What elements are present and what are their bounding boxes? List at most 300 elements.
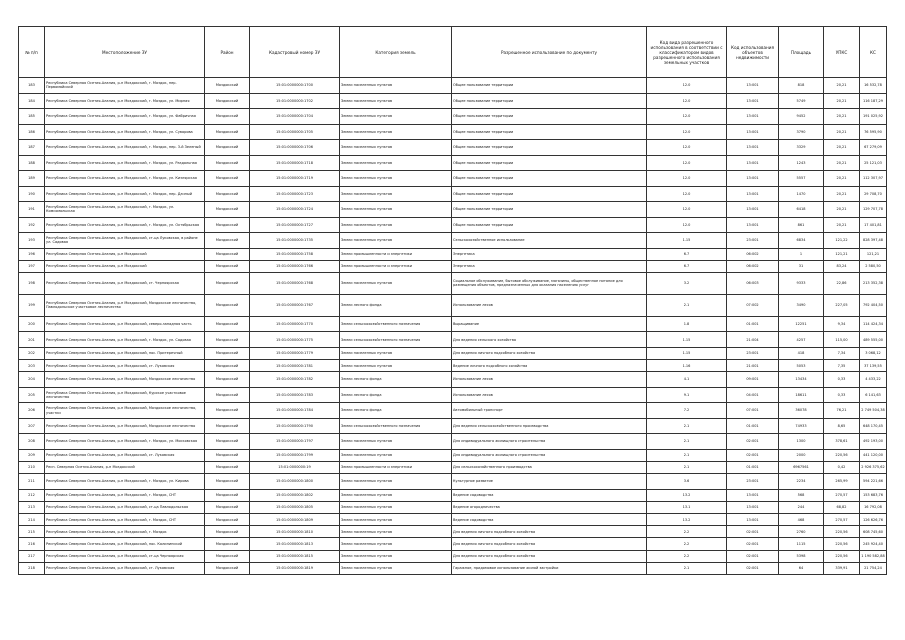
cell-col-permitted-use: Для ведения личного подсобного хозяйства xyxy=(452,526,647,538)
cell-col-cadastral-number: 15:01:0000000:1718 xyxy=(250,155,340,171)
cell-col-location: Респ. Северная Осетия-Алания, р-н Моздокский xyxy=(45,461,205,473)
cell-col-use-code: 12.0 xyxy=(647,171,727,187)
cell-col-object-code: 02:001 xyxy=(727,538,779,550)
cell-col-location: Республика Северная Осетия-Алания, р-н Моздокский, г. Моздок, пер. 3-й Зеленый xyxy=(45,140,205,156)
cell-col-permitted-use: Энергетика xyxy=(452,248,647,260)
cell-col-upks: 20,21 xyxy=(824,93,860,109)
cell-col-object-code: 04:001 xyxy=(727,387,779,403)
cell-col-ks: 112 307,97 xyxy=(860,171,887,187)
cell-col-permitted-use: Культурное развитие xyxy=(452,474,647,490)
cell-col-number: 190 xyxy=(19,186,45,202)
cell-col-area: 818 xyxy=(779,78,824,94)
cell-col-use-code: 1.15 xyxy=(647,233,727,249)
cell-col-land-category: Земли населенных пунктов xyxy=(340,434,452,450)
cell-col-district: Моздокский xyxy=(205,514,250,526)
cell-col-ks: 489 555,00 xyxy=(860,332,887,348)
cell-col-use-code: 12.0 xyxy=(647,109,727,125)
cell-col-number: 191 xyxy=(19,202,45,218)
cell-col-cadastral-number: 15:01:0000000:1723 xyxy=(250,186,340,202)
cell-col-land-category: Земли промышленности и энергетики xyxy=(340,260,452,272)
cell-col-area: 468 xyxy=(779,514,824,526)
table-row xyxy=(19,260,887,272)
table-row xyxy=(19,449,887,461)
cell-col-district: Моздокский xyxy=(205,489,250,501)
cell-col-land-category: Земли населенных пунктов xyxy=(340,562,452,574)
table-row xyxy=(19,233,887,249)
cell-col-land-category: Земли промышленности и энергетики xyxy=(340,461,452,473)
cell-col-location: Республика Северная Осетия-Алания, р-н Моздокский, ст. Луковская xyxy=(45,449,205,461)
cell-col-ks: 1 190 582,88 xyxy=(860,550,887,562)
cell-col-location: Республика Северная Осетия-Алания, р-н Моздокский, ст-ца Павлодольская xyxy=(45,501,205,513)
cell-col-ks: 67 279,09 xyxy=(860,140,887,156)
header-col-cadastral-number: Кадастровый номер ЗУ xyxy=(250,27,340,78)
cell-col-land-category: Земли лесного фонда xyxy=(340,403,452,419)
cell-col-use-code: 12.0 xyxy=(647,78,727,94)
cell-col-location: Республика Северная Осетия-Алания, р-н Моздокский xyxy=(45,260,205,272)
cell-col-object-code: 02:001 xyxy=(727,449,779,461)
cell-col-upks: 378,61 xyxy=(824,434,860,450)
table-row xyxy=(19,155,887,171)
cell-col-permitted-use: Для ведения сельскохозяйственного производства xyxy=(452,418,647,434)
cell-col-number: 210 xyxy=(19,461,45,473)
cell-col-area: 568 xyxy=(779,489,824,501)
table-row xyxy=(19,387,887,403)
cell-col-upks: 339,91 xyxy=(824,562,860,574)
cell-col-number: 213 xyxy=(19,501,45,513)
cell-col-object-code: 13:001 xyxy=(727,202,779,218)
cell-col-district: Моздокский xyxy=(205,474,250,490)
cell-col-object-code: 13:001 xyxy=(727,186,779,202)
cell-col-permitted-use: Общее пользование территории xyxy=(452,217,647,233)
cell-col-permitted-use: Для индивидуального жилищного строительства xyxy=(452,449,647,461)
cell-col-permitted-use: Выращивание xyxy=(452,316,647,332)
cell-col-location: Республика Северная Осетия-Алания, р-н Моздокский, г. Моздок, ул. Кирова xyxy=(45,474,205,490)
cell-col-area: 6967561 xyxy=(779,461,824,473)
cell-col-upks: 76,21 xyxy=(824,403,860,419)
cell-col-ks: 16 792,08 xyxy=(860,501,887,513)
cell-col-location: Республика Северная Осетия-Алания, р-н Моздокский, г. Моздок, ул. Садовая xyxy=(45,332,205,348)
cell-col-cadastral-number: 15:01:0000000:1813 xyxy=(250,538,340,550)
cell-col-area: 18611 xyxy=(779,387,824,403)
cell-col-location: Республика Северная Осетия-Алания, р-н Моздокский, г. Моздок, ул. Мирная xyxy=(45,93,205,109)
cell-col-district: Моздокский xyxy=(205,109,250,125)
cell-col-object-code: 06:003 xyxy=(727,272,779,294)
cell-col-area: 64 xyxy=(779,562,824,574)
cell-col-use-code: 2.1 xyxy=(647,461,727,473)
cell-col-area: 2760 xyxy=(779,526,824,538)
cell-col-permitted-use: Использование лесов xyxy=(452,387,647,403)
cell-col-permitted-use: Ведение садоводства xyxy=(452,489,647,501)
cell-col-land-category: Земли сельскохозяйственного назначения xyxy=(340,316,452,332)
cell-col-number: 184 xyxy=(19,93,45,109)
cell-col-number: 211 xyxy=(19,474,45,490)
cell-col-use-code: 12.0 xyxy=(647,124,727,140)
cell-col-ks: 594 221,66 xyxy=(860,474,887,490)
cell-col-cadastral-number: 15:01:0000000:1768 xyxy=(250,272,340,294)
cell-col-district: Моздокский xyxy=(205,202,250,218)
cell-col-ks: 828 397,48 xyxy=(860,233,887,249)
cell-col-permitted-use: Автомобильный транспорт xyxy=(452,403,647,419)
cell-col-location: Республика Северная Осетия-Алания, р-н Моздокский, Моздокское лесничество xyxy=(45,418,205,434)
cell-col-object-code: 09:001 xyxy=(727,372,779,388)
header-col-land-category: Категория земель xyxy=(340,27,452,78)
cell-col-upks: 7,35 xyxy=(824,360,860,372)
cell-col-district: Моздокский xyxy=(205,217,250,233)
cell-col-ks: 191 025,92 xyxy=(860,109,887,125)
cell-col-permitted-use: Общее пользование территории xyxy=(452,124,647,140)
cell-col-ks: 126 626,76 xyxy=(860,514,887,526)
cell-col-ks: 648 170,45 xyxy=(860,418,887,434)
cell-col-use-code: 2.1 xyxy=(647,418,727,434)
table-row xyxy=(19,272,887,294)
cell-col-district: Моздокский xyxy=(205,449,250,461)
cell-col-upks: 227,05 xyxy=(824,294,860,316)
cell-col-number: 199 xyxy=(19,294,45,316)
cell-col-location: Республика Северная Осетия-Алания, р-н Моздокский, ст. Черноярская xyxy=(45,272,205,294)
cell-col-object-code: 13:001 xyxy=(727,124,779,140)
cell-col-use-code: 13.2 xyxy=(647,489,727,501)
cell-col-number: 216 xyxy=(19,538,45,550)
cell-col-ks: 213 352,38 xyxy=(860,272,887,294)
cell-col-number: 201 xyxy=(19,332,45,348)
cell-col-ks: 153 683,76 xyxy=(860,489,887,501)
cell-col-district: Моздокский xyxy=(205,272,250,294)
cell-col-upks: 20,21 xyxy=(824,202,860,218)
cell-col-use-code: 12.0 xyxy=(647,93,727,109)
cell-col-object-code: 01:001 xyxy=(727,316,779,332)
cell-col-location: Республика Северная Осетия-Алания, р-н Моздокский, пос. Калининский xyxy=(45,538,205,550)
cell-col-object-code: 06:002 xyxy=(727,260,779,272)
cell-col-use-code: 1.8 xyxy=(647,316,727,332)
cell-col-number: 183 xyxy=(19,78,45,94)
cell-col-number: 206 xyxy=(19,403,45,419)
cell-col-cadastral-number: 15:01:0000000:1783 xyxy=(250,387,340,403)
cell-col-number: 189 xyxy=(19,171,45,187)
table-row xyxy=(19,140,887,156)
cell-col-object-code: 02:001 xyxy=(727,526,779,538)
cell-col-location: Республика Северная Осетия-Алания, р-н Моздокский xyxy=(45,248,205,260)
table-row xyxy=(19,93,887,109)
cell-col-number: 203 xyxy=(19,360,45,372)
cell-col-upks: 270,57 xyxy=(824,489,860,501)
cell-col-number: 214 xyxy=(19,514,45,526)
cell-col-district: Моздокский xyxy=(205,403,250,419)
cell-col-cadastral-number: 15:01:0000000:1805 xyxy=(250,501,340,513)
cell-col-district: Моздокский xyxy=(205,550,250,562)
cell-col-object-code: 21:001 xyxy=(727,360,779,372)
cell-col-location: Республика Северная Осетия-Алания, р-н Моздокский, г. Моздок, ул. Кизлярская xyxy=(45,171,205,187)
cell-col-land-category: Земли населенных пунктов xyxy=(340,538,452,550)
cell-col-permitted-use: Общее пользование территории xyxy=(452,140,647,156)
cell-col-land-category: Земли населенных пунктов xyxy=(340,171,452,187)
table-row xyxy=(19,316,887,332)
cell-col-use-code: 13.1 xyxy=(647,501,727,513)
cell-col-upks: 121,22 xyxy=(824,233,860,249)
cell-col-upks: 9,34 xyxy=(824,316,860,332)
cell-col-cadastral-number: 15:01:0000000:1735 xyxy=(250,233,340,249)
cell-col-area: 1470 xyxy=(779,186,824,202)
cell-col-upks: 20,21 xyxy=(824,171,860,187)
cell-col-cadastral-number: 15:01:0000000:1705 xyxy=(250,124,340,140)
cell-col-object-code: 23:001 xyxy=(727,474,779,490)
table-row xyxy=(19,526,887,538)
cell-col-land-category: Земли населенных пунктов xyxy=(340,347,452,359)
cell-col-use-code: 2.2 xyxy=(647,538,727,550)
cell-col-location: Республика Северная Осетия-Алания, р-н Моздокский, г. Моздок, пер. Дачный xyxy=(45,186,205,202)
cell-col-land-category: Земли населенных пунктов xyxy=(340,155,452,171)
cell-col-cadastral-number: 15:01:0000000:1702 xyxy=(250,93,340,109)
cell-col-district: Моздокский xyxy=(205,155,250,171)
cell-col-cadastral-number: 15:01:0000000:1797 xyxy=(250,434,340,450)
table-row xyxy=(19,501,887,513)
cell-col-ks: 25 121,03 xyxy=(860,155,887,171)
cell-col-object-code: 02:001 xyxy=(727,562,779,574)
cell-col-location: Республика Северная Осетия-Алания, р-н Моздокский, г. Моздок, ул. Фабричная xyxy=(45,109,205,125)
cell-col-area: 9452 xyxy=(779,109,824,125)
cell-col-number: 196 xyxy=(19,248,45,260)
cell-col-upks: 220,56 xyxy=(824,526,860,538)
cell-col-area: 2234 xyxy=(779,474,824,490)
cell-col-number: 204 xyxy=(19,372,45,388)
cell-col-land-category: Земли населенных пунктов xyxy=(340,489,452,501)
cell-col-area: 3329 xyxy=(779,140,824,156)
cell-col-use-code: 13.2 xyxy=(647,514,727,526)
header-col-district: Район xyxy=(205,27,250,78)
cell-col-upks: 20,21 xyxy=(824,78,860,94)
cell-col-cadastral-number: 15:01:0000000:1706 xyxy=(250,140,340,156)
cell-col-location: Республика Северная Осетия-Алания, р-н Моздокский, г. Моздок, ул. Московская xyxy=(45,434,205,450)
cell-col-land-category: Земли населенных пунктов xyxy=(340,109,452,125)
cell-col-object-code: 13:001 xyxy=(727,217,779,233)
cell-col-land-category: Земли населенных пунктов xyxy=(340,272,452,294)
cell-col-number: 193 xyxy=(19,233,45,249)
cell-col-land-category: Земли населенных пунктов xyxy=(340,449,452,461)
cell-col-object-code: 13:001 xyxy=(727,514,779,526)
cell-col-location: Республика Северная Осетия-Алания, р-н Моздокский, ст. Луковская xyxy=(45,562,205,574)
cell-col-permitted-use: Для ведения личного подсобного хозяйства xyxy=(452,538,647,550)
cell-col-area: 418 xyxy=(779,347,824,359)
cell-col-cadastral-number: 15:01:0000000:1802 xyxy=(250,489,340,501)
cell-col-use-code: 12.0 xyxy=(647,140,727,156)
cell-col-number: 218 xyxy=(19,562,45,574)
cell-col-cadastral-number: 15:01:0000000:1766 xyxy=(250,260,340,272)
cell-col-upks: 270,57 xyxy=(824,514,860,526)
cell-col-location: Республика Северная Осетия-Алания, р-н Моздокский, г. Моздок, СНТ xyxy=(45,489,205,501)
cell-col-upks: 0,42 xyxy=(824,461,860,473)
table-row xyxy=(19,202,887,218)
cell-col-permitted-use: Сельскохозяйственное использование xyxy=(452,233,647,249)
cell-col-use-code: 12.0 xyxy=(647,202,727,218)
cell-col-location: Республика Северная Осетия-Алания, р-н Моздокский, северо-западная часть xyxy=(45,316,205,332)
cell-col-location: Республика Северная Осетия-Алания, р-н Моздокский, ст-ца Луковская, в районе ул. Садовая xyxy=(45,233,205,249)
cell-col-ks: 114 424,34 xyxy=(860,316,887,332)
cell-col-ks: 29 708,70 xyxy=(860,186,887,202)
cell-col-use-code: 1.15 xyxy=(647,347,727,359)
cell-col-number: 208 xyxy=(19,434,45,450)
table-row xyxy=(19,78,887,94)
cell-col-cadastral-number: 15:01:0000000:1815 xyxy=(250,550,340,562)
cell-col-upks: 20,21 xyxy=(824,140,860,156)
header-col-area: Площадь xyxy=(779,27,824,78)
cell-col-district: Моздокский xyxy=(205,248,250,260)
cell-col-location: Республика Северная Осетия-Алания, р-н Моздокский, Моздокское лесничество, Павлодольское участковое лесничество xyxy=(45,294,205,316)
table-row xyxy=(19,332,887,348)
cell-col-object-code: 06:002 xyxy=(727,248,779,260)
cell-col-land-category: Земли населенных пунктов xyxy=(340,140,452,156)
header-col-ks: КС xyxy=(860,27,887,78)
cell-col-ks: 2 580,50 xyxy=(860,260,887,272)
cell-col-use-code: 12.0 xyxy=(647,217,727,233)
cell-col-location: Республика Северная Осетия-Алания, р-н Моздокский, Моздокское лесничество, участки xyxy=(45,403,205,419)
cell-col-area: 3790 xyxy=(779,124,824,140)
cell-col-location: Республика Северная Осетия-Алания, р-н Моздокский, ст-ца Черноярская xyxy=(45,550,205,562)
table-row xyxy=(19,248,887,260)
cell-col-cadastral-number: 15:01:0000000:1784 xyxy=(250,403,340,419)
cell-col-cadastral-number: 15:01:0000000:1758 xyxy=(250,248,340,260)
cell-col-upks: 121,21 xyxy=(824,248,860,260)
cell-col-use-code: 2.1 xyxy=(647,294,727,316)
cell-col-area: 2000 xyxy=(779,449,824,461)
table-row xyxy=(19,403,887,419)
cell-col-district: Моздокский xyxy=(205,124,250,140)
cell-col-number: 186 xyxy=(19,124,45,140)
cell-col-permitted-use: Ведение садоводства xyxy=(452,514,647,526)
cell-col-upks: 0,33 xyxy=(824,387,860,403)
cell-col-land-category: Земли населенных пунктов xyxy=(340,124,452,140)
cell-col-area: 861 xyxy=(779,217,824,233)
cell-col-upks: 22,86 xyxy=(824,272,860,294)
cell-col-object-code: 23:001 xyxy=(727,347,779,359)
cell-col-district: Моздокский xyxy=(205,372,250,388)
cell-col-ks: 116 187,29 xyxy=(860,93,887,109)
cell-col-land-category: Земли населенных пунктов xyxy=(340,202,452,218)
cell-col-permitted-use: Для сельскохозяйственного производства xyxy=(452,461,647,473)
cell-col-permitted-use: Ведение огородничества xyxy=(452,501,647,513)
header-col-use-code: Код вида разрешенного использования в соответствии с классификатором видов разрешенного использования земельных участков xyxy=(647,27,727,78)
cell-col-permitted-use: Общее пользование территории xyxy=(452,186,647,202)
cell-col-area: 1115 xyxy=(779,538,824,550)
cell-col-land-category: Земли населенных пунктов xyxy=(340,78,452,94)
cell-col-land-category: Земли населенных пунктов xyxy=(340,233,452,249)
cell-col-ks: 2 926 375,62 xyxy=(860,461,887,473)
cell-col-cadastral-number: 15:01:0000000:1782 xyxy=(250,372,340,388)
cell-col-permitted-use: Для индивидуального жилищного строительства xyxy=(452,434,647,450)
cell-col-object-code: 01:001 xyxy=(727,418,779,434)
cell-col-use-code: 2.1 xyxy=(647,449,727,461)
cell-col-permitted-use: Социальное обслуживание, бытовое обслуживание, магазины, общественное питание для размещения объектов, предназначенных для оказания населению услуг xyxy=(452,272,647,294)
cell-col-upks: 68,82 xyxy=(824,501,860,513)
cell-col-area: 6834 xyxy=(779,233,824,249)
cell-col-area: 5398 xyxy=(779,550,824,562)
cell-col-area: 13434 xyxy=(779,372,824,388)
cell-col-use-code: 2.2 xyxy=(647,526,727,538)
cell-col-cadastral-number: 15:01:0000000:19 xyxy=(250,461,340,473)
cell-col-location: Республика Северная Осетия-Алания, р-н Моздокский, г. Моздок, ул. Комсомольская xyxy=(45,202,205,218)
cell-col-object-code: 07:001 xyxy=(727,403,779,419)
cell-col-upks: 265,99 xyxy=(824,474,860,490)
document-page xyxy=(18,26,886,575)
cell-col-area: 3490 xyxy=(779,294,824,316)
cell-col-number: 215 xyxy=(19,526,45,538)
cell-col-ks: 2 749 504,38 xyxy=(860,403,887,419)
cell-col-upks: 0,33 xyxy=(824,372,860,388)
cell-col-district: Моздокский xyxy=(205,434,250,450)
cell-col-land-category: Земли населенных пунктов xyxy=(340,514,452,526)
cell-col-cadastral-number: 15:01:0000000:1781 xyxy=(250,360,340,372)
cell-col-number: 202 xyxy=(19,347,45,359)
cell-col-area: 36078 xyxy=(779,403,824,419)
cell-col-cadastral-number: 15:01:0000000:1799 xyxy=(250,449,340,461)
cell-col-ks: 441 120,00 xyxy=(860,449,887,461)
cell-col-ks: 608 745,60 xyxy=(860,526,887,538)
table-row xyxy=(19,474,887,490)
cell-col-cadastral-number: 15:01:0000000:1770 xyxy=(250,316,340,332)
cell-col-upks: 115,00 xyxy=(824,332,860,348)
cell-col-district: Моздокский xyxy=(205,140,250,156)
cell-col-object-code: 13:001 xyxy=(727,501,779,513)
cell-col-district: Моздокский xyxy=(205,387,250,403)
cell-col-permitted-use: Ведение личного подсобного хозяйства xyxy=(452,360,647,372)
cell-col-number: 209 xyxy=(19,449,45,461)
table-row xyxy=(19,171,887,187)
cell-col-area: 1243 xyxy=(779,155,824,171)
table-body xyxy=(19,78,887,575)
cell-col-number: 217 xyxy=(19,550,45,562)
table-row xyxy=(19,124,887,140)
cell-col-district: Моздокский xyxy=(205,347,250,359)
cell-col-district: Моздокский xyxy=(205,538,250,550)
table-row xyxy=(19,489,887,501)
table-row xyxy=(19,418,887,434)
cell-col-ks: 37 139,55 xyxy=(860,360,887,372)
cell-col-location: Республика Северная Осетия-Алания, р-н Моздокский, г. Моздок, ул. Раздольная xyxy=(45,155,205,171)
cell-col-ks: 17 401,81 xyxy=(860,217,887,233)
cell-col-use-code: 1.15 xyxy=(647,332,727,348)
cell-col-district: Моздокский xyxy=(205,294,250,316)
cell-col-cadastral-number: 15:01:0000000:1819 xyxy=(250,562,340,574)
cell-col-permitted-use: Гаражное, придомовое использование жилой застройки xyxy=(452,562,647,574)
cell-col-use-code: 2.1 xyxy=(647,562,727,574)
cell-col-permitted-use: Общее пользование территории xyxy=(452,109,647,125)
cell-col-cadastral-number: 15:01:0000000:1810 xyxy=(250,526,340,538)
cell-col-area: 5053 xyxy=(779,360,824,372)
cell-col-land-category: Земли лесного фонда xyxy=(340,387,452,403)
cell-col-permitted-use: Общее пользование территории xyxy=(452,155,647,171)
table-row xyxy=(19,538,887,550)
cell-col-area: 74933 xyxy=(779,418,824,434)
cell-col-permitted-use: Энергетика xyxy=(452,260,647,272)
cell-col-cadastral-number: 15:01:0000000:1727 xyxy=(250,217,340,233)
table-row xyxy=(19,461,887,473)
cell-col-cadastral-number: 15:01:0000000:1719 xyxy=(250,171,340,187)
table-row xyxy=(19,372,887,388)
cell-col-location: Республика Северная Осетия-Алания, р-н Моздокский, г. Моздок, ул. Октябрьская xyxy=(45,217,205,233)
cell-col-object-code: 13:001 xyxy=(727,489,779,501)
cell-col-permitted-use: Использование лесов xyxy=(452,372,647,388)
cell-col-area: 6418 xyxy=(779,202,824,218)
cell-col-location: Республика Северная Осетия-Алания, р-н Моздокский, г. Моздок, пер. Первомайский xyxy=(45,78,205,94)
cell-col-upks: 220,56 xyxy=(824,449,860,461)
cell-col-location: Республика Северная Осетия-Алания, р-н Моздокский, пос. Притеречный xyxy=(45,347,205,359)
cell-col-cadastral-number: 15:01:0000000:1767 xyxy=(250,294,340,316)
cell-col-number: 200 xyxy=(19,316,45,332)
cell-col-upks: 20,21 xyxy=(824,217,860,233)
cell-col-object-code: 21:004 xyxy=(727,332,779,348)
cell-col-upks: 20,21 xyxy=(824,186,860,202)
land-plots-table xyxy=(18,26,887,575)
cell-col-ks: 792 404,50 xyxy=(860,294,887,316)
cell-col-object-code: 13:001 xyxy=(727,140,779,156)
